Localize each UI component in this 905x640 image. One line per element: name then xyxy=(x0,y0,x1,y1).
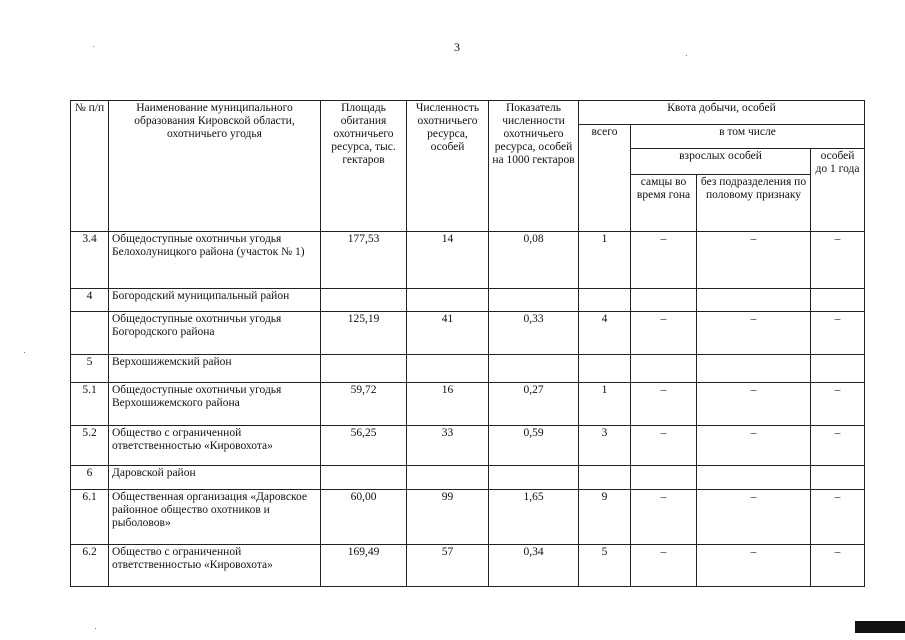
row-area: 125,19 xyxy=(321,312,407,355)
scan-speck xyxy=(95,628,96,629)
row-area: 177,53 xyxy=(321,232,407,289)
row-num: 5 xyxy=(71,355,109,383)
row-name: Общество с ограниченной ответственностью «Кировохота» xyxy=(109,426,321,466)
row-nosex xyxy=(697,289,811,312)
row-num xyxy=(71,312,109,355)
header-density: Показатель численности охотничьего ресурса, особей на 1000 гектаров xyxy=(489,101,579,232)
row-males xyxy=(631,289,697,312)
row-density: 0,33 xyxy=(489,312,579,355)
row-under1: – xyxy=(811,426,865,466)
header-num: № п/п xyxy=(71,101,109,232)
row-name: Даровской район xyxy=(109,466,321,490)
row-total: 5 xyxy=(579,545,631,587)
row-total: 1 xyxy=(579,232,631,289)
row-num: 3.4 xyxy=(71,232,109,289)
row-count xyxy=(407,289,489,312)
row-num: 6 xyxy=(71,466,109,490)
header-area: Площадь обитания охотничьего ресурса, тыс. гектаров xyxy=(321,101,407,232)
scan-speck xyxy=(93,46,94,47)
header-males-rut: самцы во время гона xyxy=(631,175,697,232)
table-row xyxy=(71,355,865,383)
row-name: Общедоступные охотничьи угодья Богородского района xyxy=(109,312,321,355)
row-num: 5.1 xyxy=(71,383,109,426)
row-total: 3 xyxy=(579,426,631,466)
row-total: 4 xyxy=(579,312,631,355)
scan-edge-mark xyxy=(855,621,905,633)
row-nosex: – xyxy=(697,383,811,426)
row-num: 4 xyxy=(71,289,109,312)
header-no-sex-division: без подразделения по половому признаку xyxy=(697,175,811,232)
row-total xyxy=(579,355,631,383)
row-num: 5.2 xyxy=(71,426,109,466)
row-under1 xyxy=(811,289,865,312)
row-density: 0,08 xyxy=(489,232,579,289)
row-males: – xyxy=(631,426,697,466)
table-row xyxy=(71,490,865,545)
table-row xyxy=(71,383,865,426)
row-name: Общедоступные охотничьи угодья Белохолуницкого района (участок № 1) xyxy=(109,232,321,289)
row-density xyxy=(489,289,579,312)
header-quota: Квота добычи, особей xyxy=(579,101,865,125)
row-under1: – xyxy=(811,232,865,289)
row-area: 169,49 xyxy=(321,545,407,587)
row-males xyxy=(631,466,697,490)
row-name: Общество с ограниченной ответственностью «Кировохота» xyxy=(109,545,321,587)
row-density: 0,34 xyxy=(489,545,579,587)
row-count: 57 xyxy=(407,545,489,587)
table-row xyxy=(71,312,865,355)
row-count xyxy=(407,466,489,490)
row-total: 1 xyxy=(579,383,631,426)
row-name: Общедоступные охотничьи угодья Верхошижемского района xyxy=(109,383,321,426)
header-adults: взрослых особей xyxy=(631,149,811,175)
row-nosex: – xyxy=(697,232,811,289)
row-num: 6.1 xyxy=(71,490,109,545)
row-under1 xyxy=(811,466,865,490)
header-including: в том числе xyxy=(631,125,865,149)
row-nosex xyxy=(697,466,811,490)
row-nosex: – xyxy=(697,426,811,466)
page-number: 3 xyxy=(454,40,460,54)
row-under1: – xyxy=(811,490,865,545)
table-row xyxy=(71,426,865,466)
row-name: Верхошижемский район xyxy=(109,355,321,383)
row-area: 56,25 xyxy=(321,426,407,466)
row-count: 14 xyxy=(407,232,489,289)
quota-table xyxy=(70,100,865,587)
row-density: 0,59 xyxy=(489,426,579,466)
table-row xyxy=(71,232,865,289)
row-total xyxy=(579,289,631,312)
row-nosex: – xyxy=(697,312,811,355)
row-males xyxy=(631,355,697,383)
row-area xyxy=(321,289,407,312)
header-count: Численность охотничьего ресурса, особей xyxy=(407,101,489,232)
table-row xyxy=(71,545,865,587)
row-count: 41 xyxy=(407,312,489,355)
row-name: Общественная организация «Даровское районное общество охотников и рыболовов» xyxy=(109,490,321,545)
row-total xyxy=(579,466,631,490)
row-area xyxy=(321,466,407,490)
table-row xyxy=(71,466,865,490)
row-count: 99 xyxy=(407,490,489,545)
header-under1: особей до 1 года xyxy=(811,149,865,232)
row-under1: – xyxy=(811,312,865,355)
row-nosex: – xyxy=(697,545,811,587)
row-males: – xyxy=(631,545,697,587)
table-row xyxy=(71,289,865,312)
row-nosex xyxy=(697,355,811,383)
row-males: – xyxy=(631,232,697,289)
row-males: – xyxy=(631,312,697,355)
row-under1: – xyxy=(811,383,865,426)
scan-speck xyxy=(24,352,25,353)
header-name: Наименование муниципального образования Кировской области, охотничьего угодья xyxy=(109,101,321,232)
header-total: всего xyxy=(579,125,631,232)
scan-speck xyxy=(686,55,687,56)
row-total: 9 xyxy=(579,490,631,545)
row-nosex: – xyxy=(697,490,811,545)
row-males: – xyxy=(631,383,697,426)
row-under1 xyxy=(811,355,865,383)
row-area: 60,00 xyxy=(321,490,407,545)
row-density xyxy=(489,355,579,383)
row-name: Богородский муниципальный район xyxy=(109,289,321,312)
row-area: 59,72 xyxy=(321,383,407,426)
row-count: 16 xyxy=(407,383,489,426)
row-count: 33 xyxy=(407,426,489,466)
row-count xyxy=(407,355,489,383)
row-area xyxy=(321,355,407,383)
row-density: 0,27 xyxy=(489,383,579,426)
row-density xyxy=(489,466,579,490)
row-num: 6.2 xyxy=(71,545,109,587)
row-density: 1,65 xyxy=(489,490,579,545)
row-under1: – xyxy=(811,545,865,587)
row-males: – xyxy=(631,490,697,545)
